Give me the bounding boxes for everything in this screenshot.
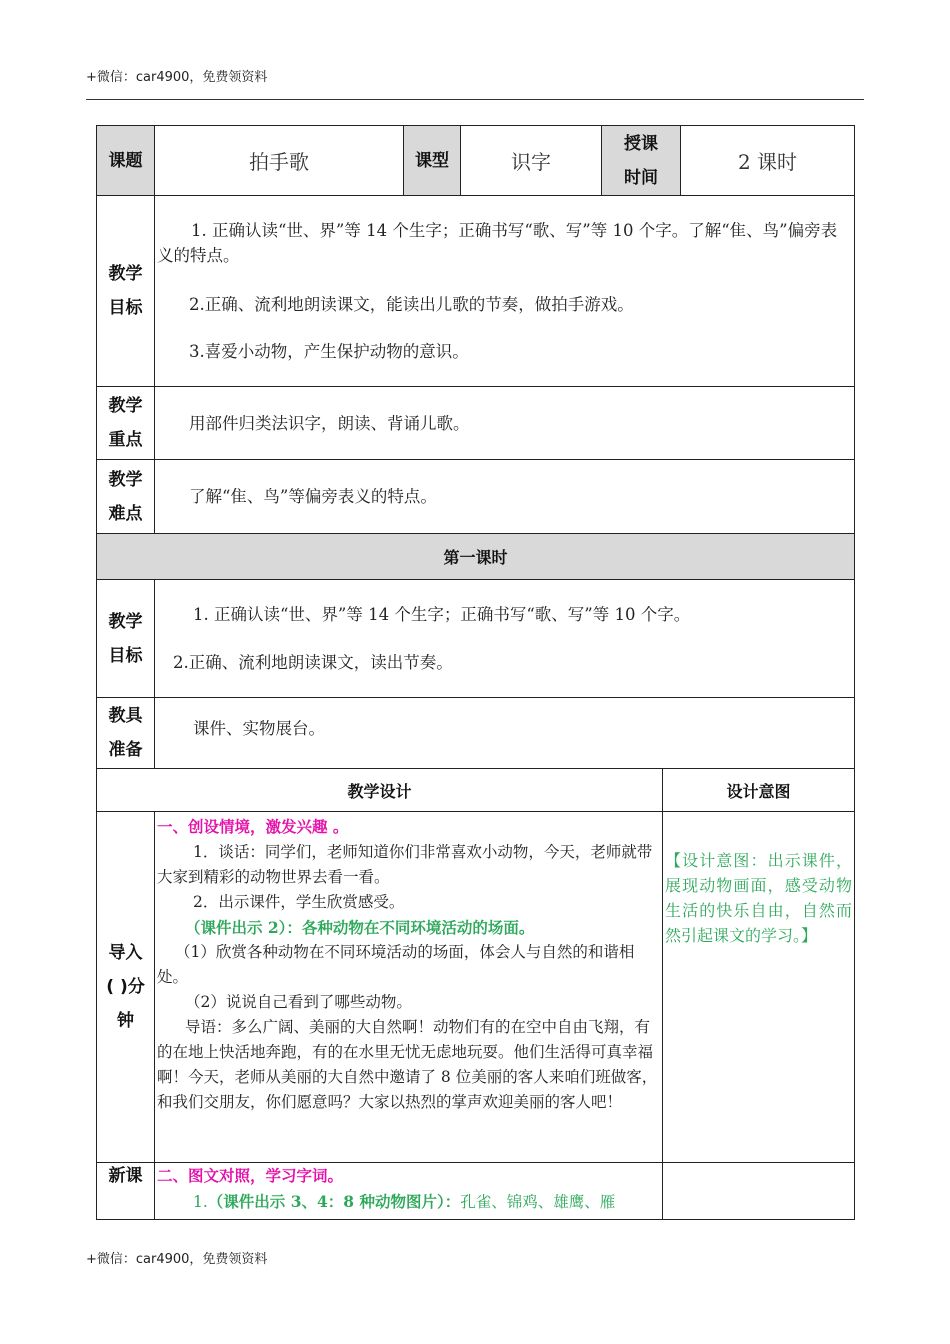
new-lesson-content — [154, 1162, 663, 1220]
new-lesson-p1 — [157, 1189, 660, 1215]
design-header-left-text: 教学设计 — [347, 781, 412, 801]
lesson-goals-label-2: 目标 — [108, 645, 143, 666]
tools-label-2: 准备 — [108, 740, 143, 760]
tools-text: 课件、实物展台。 — [193, 719, 325, 738]
intro-heading: 一、创设情境，激发兴趣 。 — [157, 818, 349, 836]
intro-p3: （课件出示 2）：各种动物在不同环境活动的场面。 — [185, 918, 535, 937]
tools-label-1: 教具 — [108, 706, 143, 726]
tools-label — [96, 697, 155, 769]
keypoints-label-1: 教学 — [108, 396, 143, 416]
goals-label — [96, 195, 155, 387]
difficulties-content — [154, 459, 855, 534]
intro-p6: 导语：多么广阔、美丽的大自然啊！动物们有的在空中自由飞翔，有的在地上快活地奔跑，有的在水里无忧无虑地玩耍。他们生活得可真幸福啊！今天，老师从美丽的大自然中邀请了 8 位美丽的客人来咱们班做客，和我们交朋友，你们愿意吗？大家以热烈的掌声欢迎美丽的客人吧！ — [157, 1018, 658, 1111]
intro-label — [96, 811, 155, 1163]
intro-intent: 【设计意图：出示课件，展现动物画面，感受动物生活的快乐自由，自然而然引起课文的学习。】 — [665, 851, 852, 945]
topic-label — [96, 125, 155, 196]
topic-label-text: 课题 — [108, 150, 143, 171]
watermark-top: +微信：car4900，免费领资料 — [86, 70, 268, 85]
type-label — [403, 125, 461, 196]
intro-p4: （1）欣赏各种动物在不同环境活动的场面，体会人与自然的和谐相处。 — [157, 943, 635, 986]
time-value-text: 2 课时 — [737, 150, 798, 174]
design-header-right — [662, 768, 855, 812]
lesson-goals-label-1: 教学 — [108, 611, 143, 632]
new-lesson-intent-cell — [662, 1162, 855, 1220]
difficulties-label — [96, 459, 155, 534]
difficulties-label-2: 难点 — [108, 503, 143, 524]
new-lesson-label — [96, 1162, 155, 1220]
new-lesson-label-text: 新课 — [108, 1166, 143, 1186]
intro-label-2: ( )分 — [106, 977, 145, 997]
keypoints-label — [96, 386, 155, 460]
new-lesson-p1-rest: 孔雀、锦鸡、雄鹰、雁 — [460, 1193, 616, 1211]
design-header-left — [96, 768, 663, 812]
time-label-2: 时间 — [624, 167, 658, 188]
lesson-one-title-text: 第一课时 — [443, 548, 508, 567]
intro-content — [154, 811, 663, 1163]
keypoints-label-2: 重点 — [108, 430, 143, 450]
goal-item-1: 1. 正确认读“世、界”等 14 个生字；正确书写“歌、写”等 10 个字。了解“隹、鸟”偏旁表义的特点。 — [157, 221, 838, 265]
goal-item-2: 2.正确、流利地朗读课文，能读出儿歌的节奏，做拍手游戏。 — [189, 295, 634, 314]
difficulties-label-1: 教学 — [108, 469, 143, 490]
watermark-bottom: +微信：car4900，免费领资料 — [86, 1252, 268, 1267]
intro-label-1: 导入 — [108, 943, 143, 963]
lesson-goals-content — [154, 579, 855, 698]
difficulties-text: 了解“隹、鸟”等偏旁表义的特点。 — [189, 487, 437, 506]
lesson-one-title — [96, 533, 855, 580]
time-label-1: 授课 — [624, 133, 658, 154]
type-value — [460, 125, 602, 196]
new-lesson-p1-prefix: 1. — [193, 1193, 208, 1211]
intro-p2: 2．出示课件，学生欣赏感受。 — [193, 893, 405, 911]
intro-p5: （2）说说自己看到了哪些动物。 — [185, 993, 412, 1011]
keypoints-content — [154, 386, 855, 460]
tools-content — [154, 697, 855, 769]
goals-content — [154, 195, 855, 387]
lesson-goal-2: 2.正确、流利地朗读课文，读出节奏。 — [173, 653, 453, 672]
lesson-goal-1: 1. 正确认读“世、界”等 14 个生字；正确书写“歌、写”等 10 个字。 — [193, 605, 691, 624]
intro-p1: 1．谈话：同学们，老师知道你们非常喜欢小动物，今天，老师就带大家到精彩的动物世界去看一看。 — [157, 843, 653, 886]
type-label-text: 课型 — [415, 150, 449, 171]
type-value-text: 识字 — [511, 150, 551, 174]
new-lesson-heading: 二、图文对照，学习字词。 — [157, 1167, 344, 1185]
intro-intent-cell — [662, 811, 855, 1163]
new-lesson-p1-bold: （课件出示 3、4：8 种动物图片）： — [207, 1192, 461, 1211]
goals-label-1: 教学 — [108, 264, 143, 284]
time-value — [680, 125, 855, 196]
lesson-goals-label — [96, 579, 155, 698]
intro-label-3: 钟 — [117, 1011, 134, 1031]
goals-label-2: 目标 — [108, 298, 143, 318]
header-rule — [86, 99, 864, 100]
keypoints-text: 用部件归类法识字，朗读、背诵儿歌。 — [189, 414, 470, 433]
design-header-right-text: 设计意图 — [726, 781, 791, 801]
time-label — [601, 125, 681, 196]
topic-value-text: 拍手歌 — [249, 150, 309, 174]
topic-value — [154, 125, 404, 196]
goal-item-3: 3.喜爱小动物，产生保护动物的意识。 — [189, 342, 469, 361]
